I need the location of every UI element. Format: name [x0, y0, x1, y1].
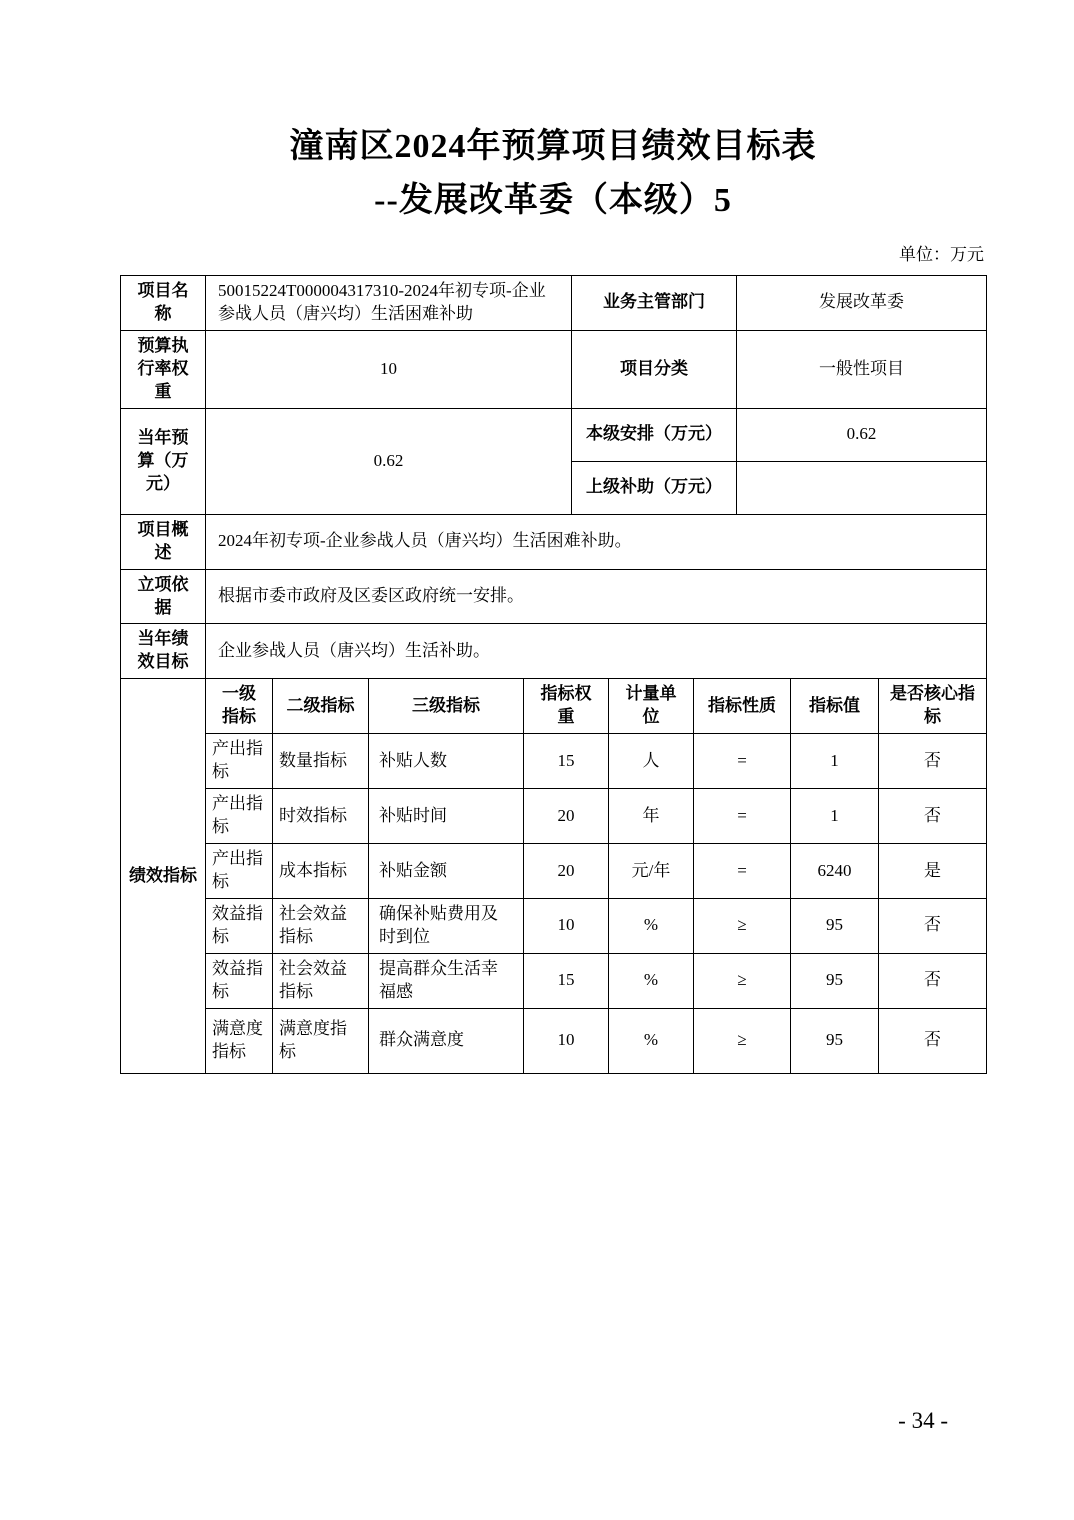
cell-core: 否: [879, 789, 987, 844]
cell-core: 否: [879, 1008, 987, 1073]
cell-nature: ≥: [694, 953, 791, 1008]
header-level3: 三级指标: [369, 679, 524, 734]
cell-level2: 时效指标: [273, 789, 369, 844]
page-number: - 34 -: [898, 1408, 948, 1433]
indicator-row: [121, 1008, 987, 1073]
header-weight: 指标权重: [524, 679, 609, 734]
indicator-row: [121, 953, 987, 1008]
cell-level2: 数量指标: [273, 734, 369, 789]
indicators-group-label: 绩效指标: [121, 679, 206, 1073]
superior-label: 上级补助（万元）: [572, 461, 737, 514]
cell-level2: 满意度指标: [273, 1008, 369, 1073]
cell-nature: =: [694, 789, 791, 844]
cell-level1: 产出指标: [206, 789, 273, 844]
indicator-row: [121, 898, 987, 953]
superior-value: [737, 461, 987, 514]
cell-value: 6240: [791, 844, 879, 899]
cell-core: 否: [879, 953, 987, 1008]
cell-level2: 社会效益指标: [273, 898, 369, 953]
cell-core: 是: [879, 844, 987, 899]
cell-core: 否: [879, 898, 987, 953]
row-project-name: [121, 276, 987, 331]
cell-value: 95: [791, 953, 879, 1008]
indicator-row: [121, 789, 987, 844]
basis-value: 根据市委市政府及区委区政府统一安排。: [206, 569, 987, 624]
goal-value: 企业参战人员（唐兴均）生活补助。: [206, 624, 987, 679]
row-overview: [121, 514, 987, 569]
cell-nature: =: [694, 844, 791, 899]
goal-label: 当年绩效目标: [121, 624, 206, 679]
header-level2: 二级指标: [273, 679, 369, 734]
project-name-value: 50015224T000004317310-2024年初专项-企业参战人员（唐兴均）生活困难补助: [206, 276, 572, 331]
cell-level2: 社会效益指标: [273, 953, 369, 1008]
dept-value: 发展改革委: [737, 276, 987, 331]
cell-nature: =: [694, 734, 791, 789]
indicators-table: [120, 678, 987, 1073]
cell-weight: 20: [524, 844, 609, 899]
local-label: 本级安排（万元）: [572, 408, 737, 461]
doc-title: 潼南区2024年预算项目绩效目标表: [289, 128, 817, 165]
cell-level3: 补贴人数: [369, 734, 524, 789]
category-label: 项目分类: [572, 330, 737, 408]
row-basis: [121, 569, 987, 624]
indicators-header-row: [121, 679, 987, 734]
header-nature: 指标性质: [694, 679, 791, 734]
indicator-row: [121, 734, 987, 789]
header-value: 指标值: [791, 679, 879, 734]
unit-note: 单位：万元: [899, 245, 984, 264]
cell-level3: 确保补贴费用及时到位: [369, 898, 524, 953]
project-info-table: [120, 275, 987, 679]
cell-level1: 效益指标: [206, 953, 273, 1008]
category-value: 一般性项目: [737, 330, 987, 408]
doc-subtitle: --发展改革委（本级）5: [374, 182, 732, 219]
indicator-row: [121, 844, 987, 899]
cell-level1: 产出指标: [206, 734, 273, 789]
cell-core: 否: [879, 734, 987, 789]
budget-weight-label: 预算执行率权重: [121, 330, 206, 408]
cell-value: 95: [791, 1008, 879, 1073]
year-budget-value: 0.62: [206, 408, 572, 514]
cell-level2: 成本指标: [273, 844, 369, 899]
year-budget-label: 当年预算（万元）: [121, 408, 206, 514]
cell-level3: 补贴时间: [369, 789, 524, 844]
cell-value: 1: [791, 734, 879, 789]
cell-unit: %: [609, 898, 694, 953]
dept-label: 业务主管部门: [572, 276, 737, 331]
cell-level1: 效益指标: [206, 898, 273, 953]
cell-weight: 15: [524, 734, 609, 789]
basis-label: 立项依据: [121, 569, 206, 624]
cell-unit: 年: [609, 789, 694, 844]
cell-nature: ≥: [694, 1008, 791, 1073]
header-core: 是否核心指标: [879, 679, 987, 734]
cell-nature: ≥: [694, 898, 791, 953]
header-unit: 计量单位: [609, 679, 694, 734]
overview-label: 项目概述: [121, 514, 206, 569]
overview-value: 2024年初专项-企业参战人员（唐兴均）生活困难补助。: [206, 514, 987, 569]
document-content: [120, 0, 986, 1074]
project-name-label: 项目名称: [121, 276, 206, 331]
cell-unit: 元/年: [609, 844, 694, 899]
row-local-arrangement: [121, 408, 987, 461]
cell-level1: 满意度指标: [206, 1008, 273, 1073]
header-level1: 一级指标: [206, 679, 273, 734]
cell-unit: %: [609, 953, 694, 1008]
local-value: 0.62: [737, 408, 987, 461]
cell-value: 1: [791, 789, 879, 844]
row-goal: [121, 624, 987, 679]
cell-level3: 提高群众生活幸福感: [369, 953, 524, 1008]
budget-weight-value: 10: [206, 330, 572, 408]
cell-weight: 10: [524, 898, 609, 953]
cell-level3: 群众满意度: [369, 1008, 524, 1073]
cell-weight: 15: [524, 953, 609, 1008]
cell-unit: 人: [609, 734, 694, 789]
cell-level1: 产出指标: [206, 844, 273, 899]
row-budget-weight: [121, 330, 987, 408]
cell-value: 95: [791, 898, 879, 953]
cell-weight: 20: [524, 789, 609, 844]
cell-weight: 10: [524, 1008, 609, 1073]
cell-level3: 补贴金额: [369, 844, 524, 899]
cell-unit: %: [609, 1008, 694, 1073]
